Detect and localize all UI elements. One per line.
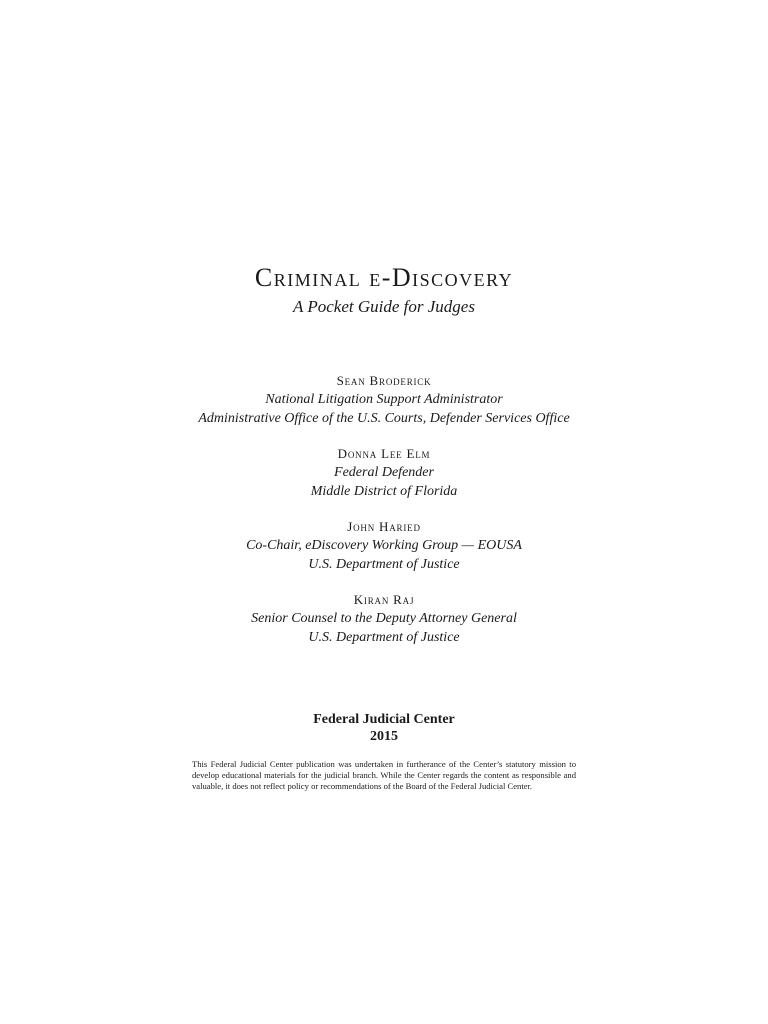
document-subtitle: A Pocket Guide for Judges	[293, 297, 475, 316]
document-title: Criminal e-Discovery	[254, 263, 514, 292]
author-role: Federal Defender	[334, 465, 434, 480]
author-name: John Haried	[347, 519, 421, 534]
disclaimer-text: This Federal Judicial Center publication was undertaken in furtherance of the Center’s statutory mission to develop educational materials for the judicial branch. While the Center regards the content as responsible and valuable, it does not reflect policy or recommendations of the Board of the Federal Judicial Center.	[192, 759, 576, 791]
author-name: Kiran Raj	[353, 592, 415, 607]
author-affiliation: U.S. Department of Justice	[308, 557, 460, 572]
author-block	[0, 372, 768, 428]
author-role: Senior Counsel to the Deputy Attorney General	[251, 611, 517, 626]
author-block	[0, 445, 768, 501]
publisher-block	[0, 711, 768, 745]
author-affiliation: Middle District of Florida	[310, 484, 458, 499]
author-block	[0, 591, 768, 647]
author-affiliation: U.S. Department of Justice	[308, 630, 460, 645]
author-block	[0, 518, 768, 574]
author-role: Co-Chair, eDiscovery Working Group — EOUSA	[246, 538, 522, 553]
author-affiliation: Administrative Office of the U.S. Courts, Defender Services Office	[198, 411, 570, 426]
publisher-name: Federal Judicial Center	[313, 712, 455, 727]
author-role: National Litigation Support Administrator	[265, 392, 503, 407]
author-name: Sean Broderick	[336, 373, 432, 388]
author-name: Donna Lee Elm	[337, 446, 431, 461]
publication-year: 2015	[370, 729, 398, 744]
